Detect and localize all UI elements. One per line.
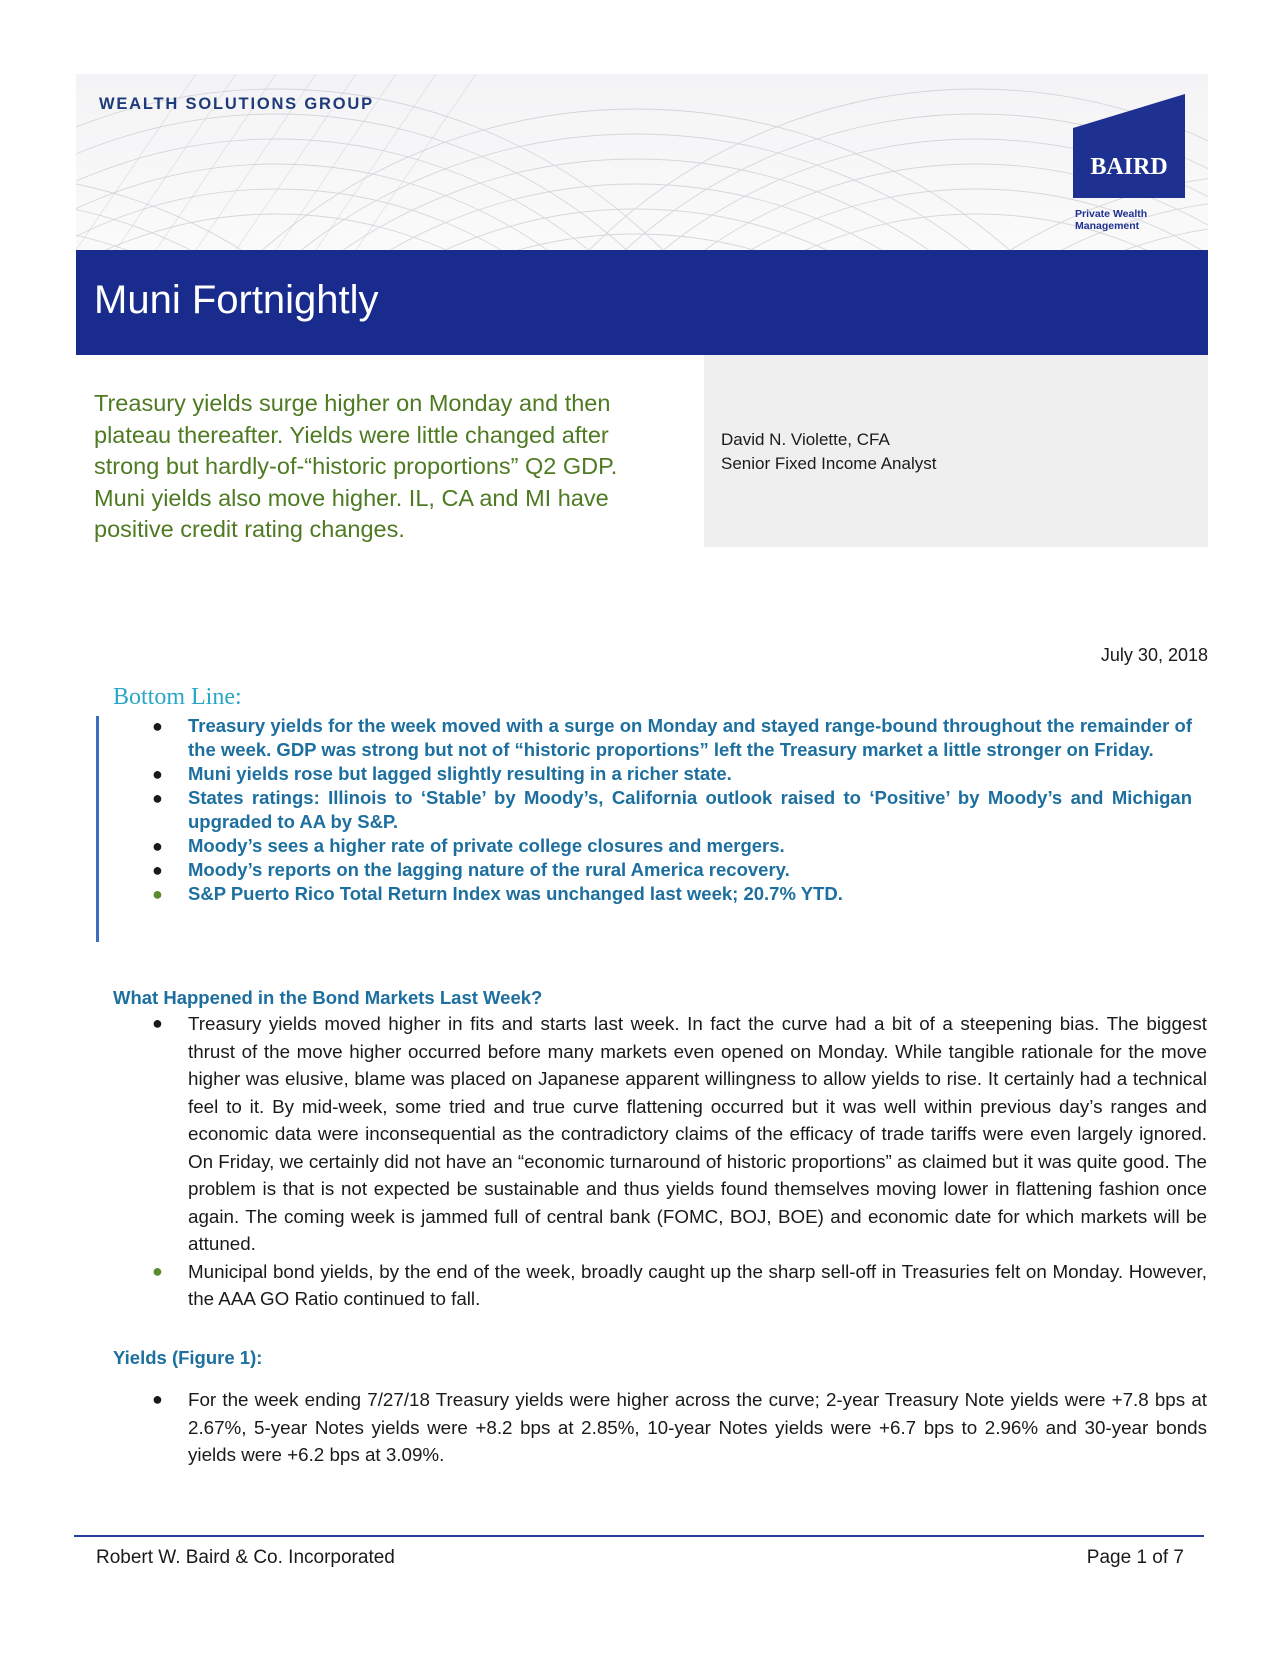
- list-item: [152, 858, 1192, 882]
- bullet-icon: ●: [152, 860, 163, 880]
- title-band: [76, 250, 1208, 355]
- report-date: July 30, 2018: [1100, 645, 1208, 665]
- yields-heading: Yields (Figure 1):: [113, 1347, 263, 1368]
- list-item: [152, 786, 1192, 834]
- list-item-text: Municipal bond yields, by the end of the week, broadly caught up the sharp sell-off in Treasuries felt on Monday. However, the AAA GO Ratio continued to fall.: [188, 1260, 1207, 1309]
- list-item-text: Treasury yields for the week moved with a surge on Monday and stayed range-bound throughout the remainder of the week. GDP was strong but not of “historic proportions” left the Treasury market a little stronger on Friday.: [188, 715, 1192, 760]
- list-item: [152, 1010, 1207, 1258]
- author-box: [704, 355, 1208, 547]
- list-item-text: Muni yields rose but lagged slightly resulting in a richer state.: [188, 763, 732, 784]
- footer-page-number: Page 1 of 7: [1086, 1547, 1184, 1568]
- list-item-text: Treasury yields moved higher in fits and starts last week. In fact the curve had a bit of a steepening bias. The biggest thrust of the move higher occurred before many markets even opened on Monday. While tangible rationale for the move higher was elusive, blame was placed on Japanese apparent willingness to allow yields to rise. It certainly had a technical feel to it. By mid-week, some tried and true curve flattening occurred but it was well within previous day’s ranges and economic data were inconsequential as the contradictory claims of the efficacy of trade tariffs were even largely ignored. On Friday, we certainly did not have an “economic turnaround of historic proportions” as claimed but it was quite good. The problem is that is not expected be sustainable and thus yields found themselves moving lower in flattening fashion once again. The coming week is jammed full of central bank (FOMC, BOJ, BOE) and economic date for which markets will be attuned.: [188, 1013, 1207, 1254]
- list-item-text: Moody’s reports on the lagging nature of the rural America recovery.: [188, 859, 790, 880]
- logo-word: BAIRD: [1090, 154, 1168, 180]
- list-item: [152, 714, 1192, 762]
- what-happened-list: [152, 1010, 1207, 1313]
- author-role: Senior Fixed Income Analyst: [721, 454, 937, 473]
- bottom-line-rule: [96, 716, 99, 942]
- list-item-text: Moody’s sees a higher rate of private college closures and mergers.: [188, 835, 785, 856]
- footer-company: Robert W. Baird & Co. Incorporated: [96, 1547, 395, 1568]
- bottom-line-title: Bottom Line:: [113, 684, 242, 710]
- summary-text: Treasury yields surge higher on Monday and then plateau thereafter. Yields were little changed after strong but hardly-of-“historic proportions” Q2 GDP. Muni yields also move higher. IL, CA and MI have positive credit rating changes.: [94, 390, 618, 542]
- list-item: [152, 1386, 1207, 1469]
- logo-subtitle: [1075, 208, 1147, 232]
- bullet-icon: ●: [152, 836, 163, 856]
- bullet-icon: ●: [152, 1389, 163, 1409]
- bottom-line-list: [152, 714, 1192, 906]
- list-item-text: S&P Puerto Rico Total Return Index was unchanged last week; 20.7% YTD.: [188, 883, 843, 904]
- bullet-icon: ●: [152, 1260, 163, 1281]
- bullet-icon: ●: [152, 764, 163, 784]
- bullet-icon: ●: [152, 1013, 163, 1033]
- bullet-icon: ●: [152, 716, 163, 736]
- header-banner: [76, 74, 1208, 250]
- list-item-text: For the week ending 7/27/18 Treasury yields were higher across the curve; 2-year Treasury Note yields were +7.8 bps at 2.67%, 5-year Notes yields were +8.2 bps at 2.85%, 10-year Notes yields were +6.7 bps to 2.96% and 30-year bonds yields were +6.2 bps at 3.09%.: [188, 1389, 1207, 1465]
- what-happened-heading: What Happened in the Bond Markets Last Week?: [113, 987, 543, 1008]
- bullet-icon: ●: [152, 884, 163, 904]
- list-item: [152, 1258, 1207, 1313]
- page-title: Muni Fortnightly: [94, 278, 379, 322]
- bullet-icon: ●: [152, 788, 163, 808]
- yields-list: [152, 1386, 1207, 1469]
- logo-subtitle-line-2: Management: [1075, 220, 1140, 232]
- logo-subtitle-line-1: Private Wealth: [1075, 208, 1148, 220]
- footer-rule: [74, 1535, 1204, 1537]
- list-item: [152, 762, 1192, 786]
- list-item: [152, 882, 1192, 906]
- list-item: [152, 834, 1192, 858]
- author-name: David N. Violette, CFA: [721, 430, 890, 449]
- list-item-text: States ratings: Illinois to ‘Stable’ by Moody’s, California outlook raised to ‘Positive’ by Moody’s and Michigan upgraded to AA by S&P.: [188, 787, 1192, 832]
- group-label: WEALTH SOLUTIONS GROUP: [99, 95, 374, 113]
